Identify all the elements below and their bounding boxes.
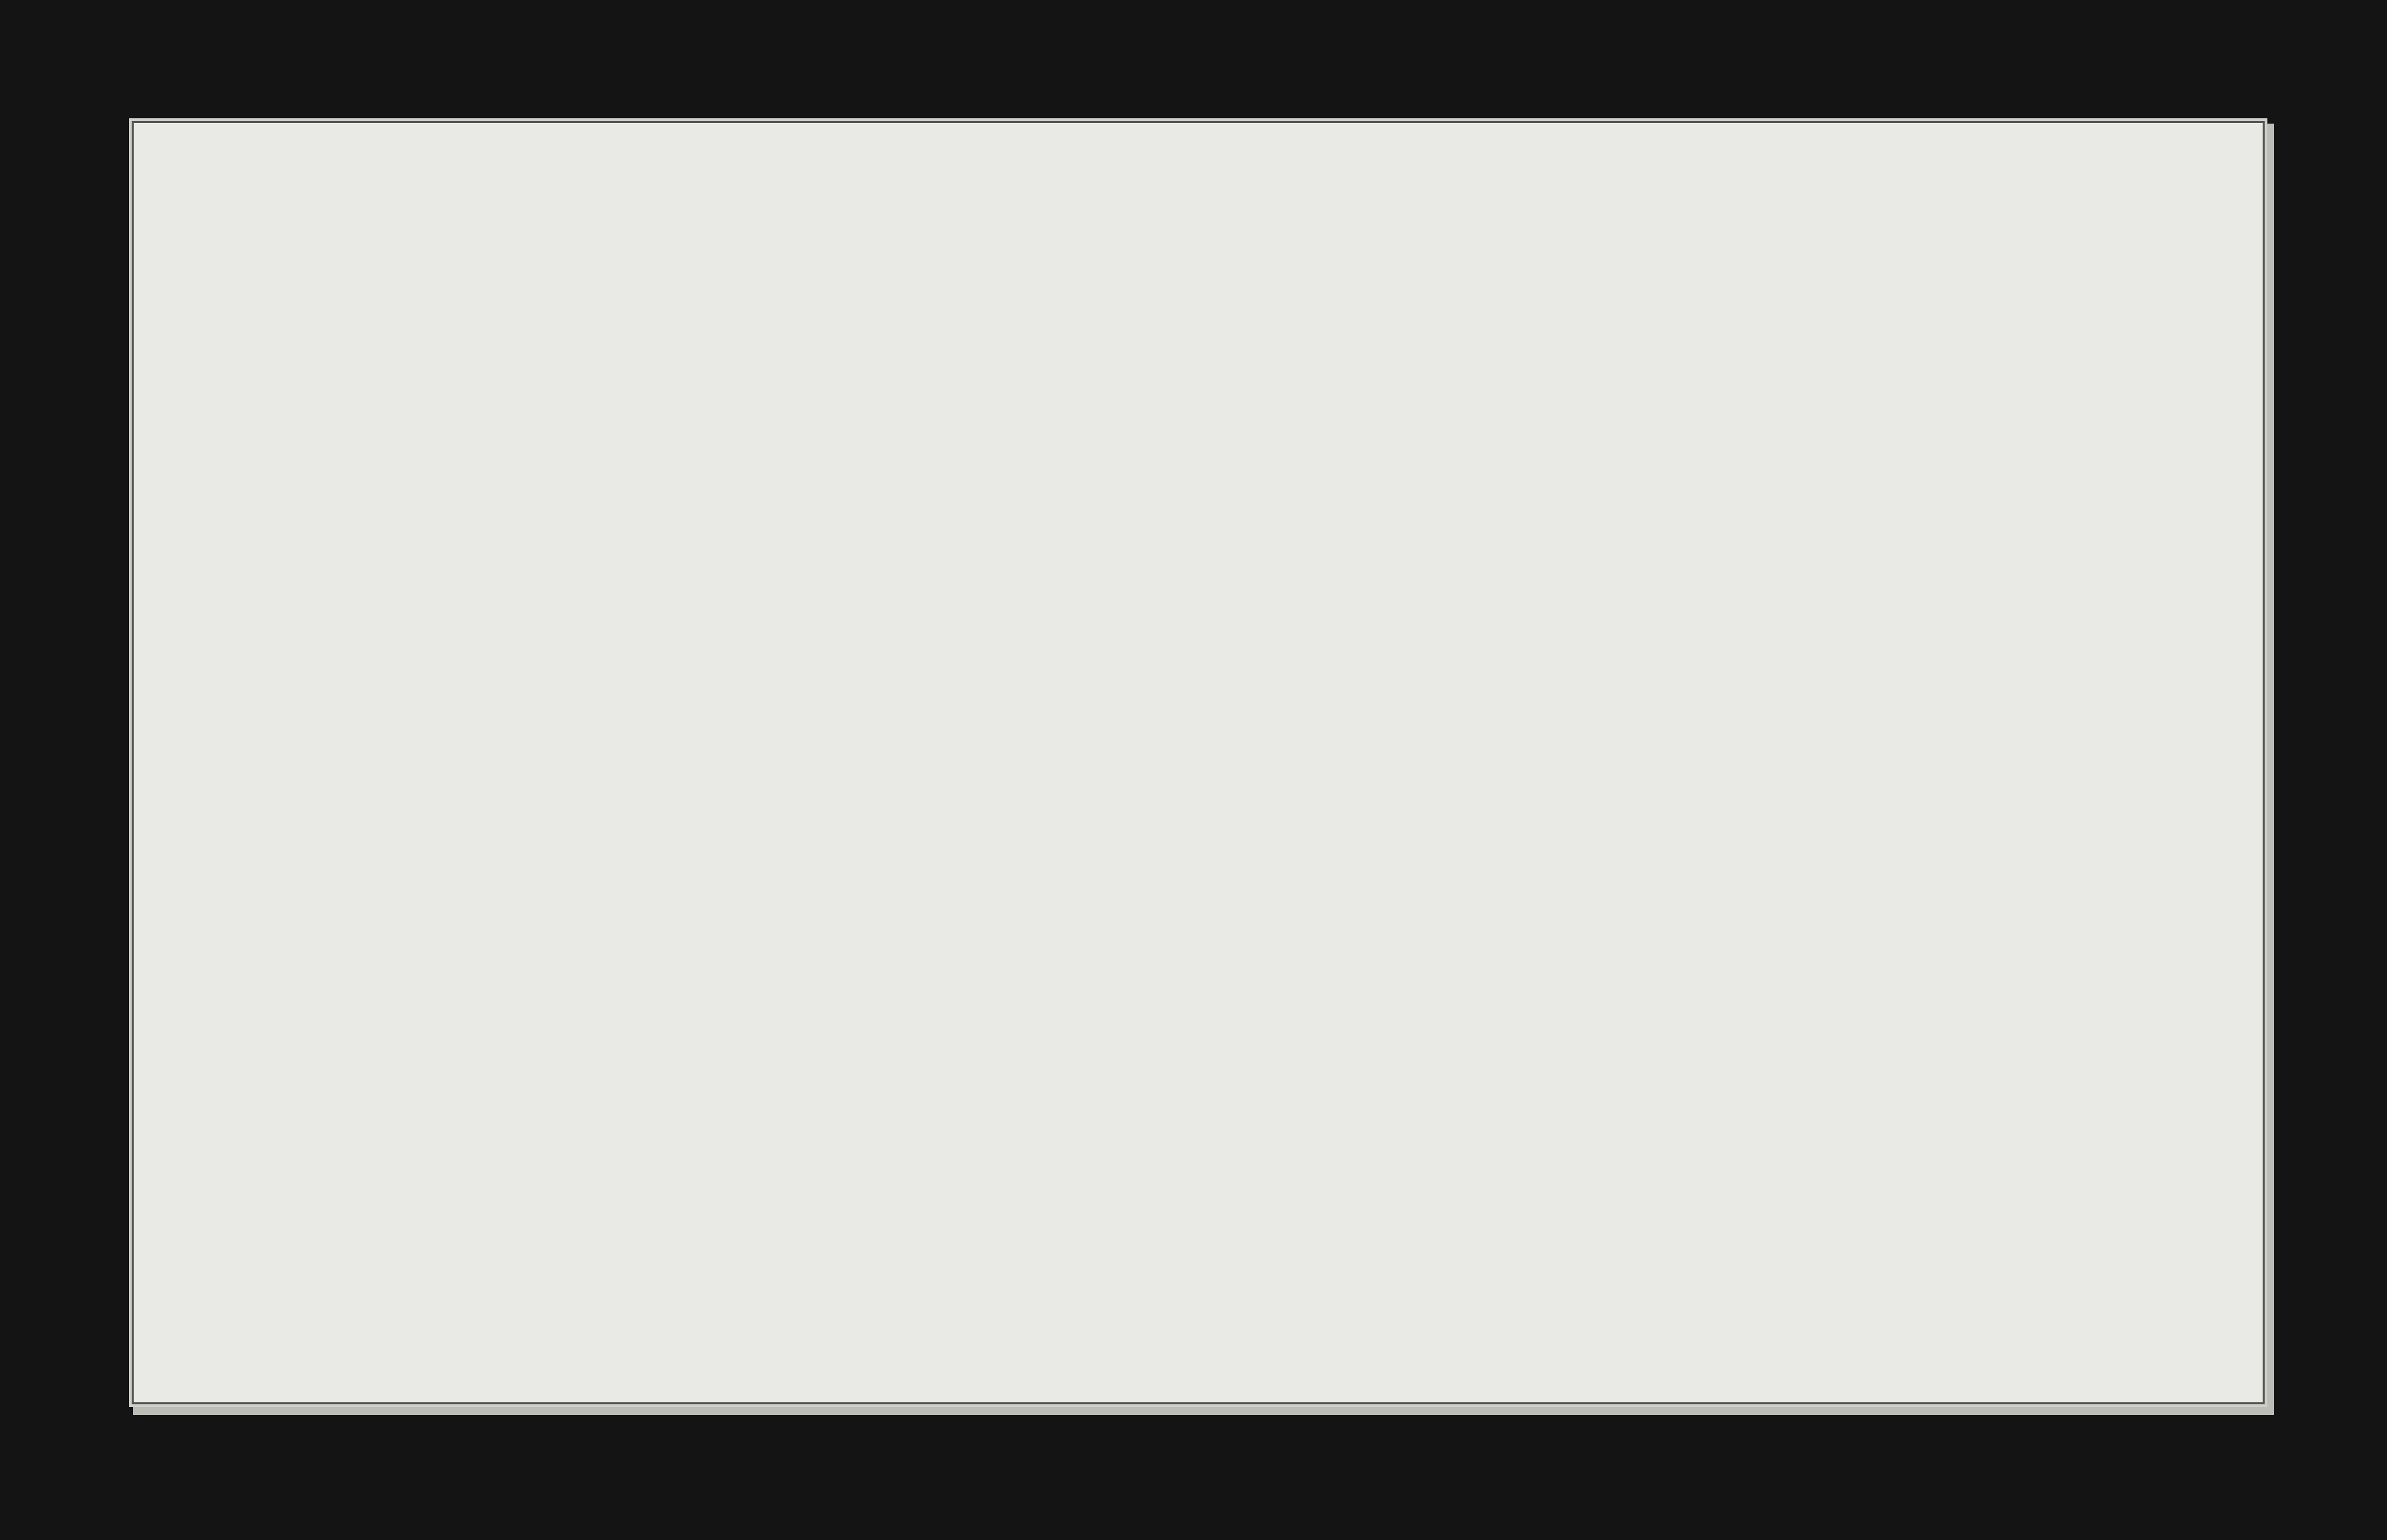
card-border — [132, 121, 2265, 1404]
census-card — [132, 121, 2265, 1404]
